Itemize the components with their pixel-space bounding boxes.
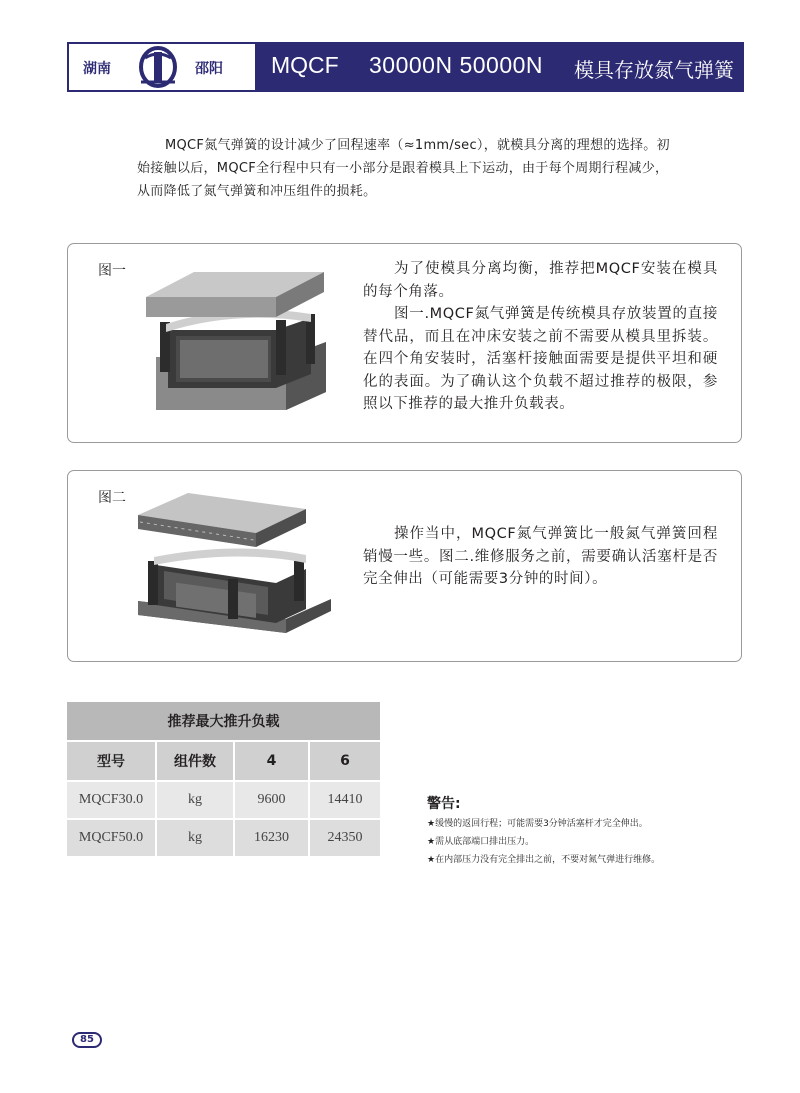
- table-cell: MQCF50.0: [67, 818, 157, 856]
- logo-text-right: 邵阳: [195, 61, 223, 77]
- warning-item: ★缓慢的返回行程；可能需要3分钟活塞杆才完全伸出。: [427, 819, 648, 829]
- table-header-cell: 组件数: [157, 740, 235, 780]
- warning-item: ★在内部压力没有完全排出之前，不要对氮气弹进行维修。: [427, 855, 661, 865]
- warning-title: 警告:: [427, 796, 461, 812]
- figure-2-text: [363, 523, 718, 591]
- figure-1-paragraph: 图一.MQCF氮气弹簧是传统模具存放装置的直接替代品，而且在冲床安装之前不需要从模具里拆装。在四个角安装时，活塞杆接触面需要是提供平坦和硬化的表面。为了确认这个负载不超过推荐的极限，参照以下推荐的最大推升负载表。: [363, 306, 718, 412]
- table-header-row: [67, 740, 380, 780]
- header-force: 30000N 50000N: [369, 52, 544, 78]
- figure-1-paragraph: 为了使模具分离均衡，推荐把MQCF安装在模具的每个角落。: [363, 261, 718, 300]
- table-cell: kg: [157, 780, 235, 818]
- warning-item: ★需从底部端口排出压力。: [427, 837, 535, 847]
- table-cell: 16230: [235, 818, 310, 856]
- table-header-cell: 6: [310, 740, 380, 780]
- figure-1-label: 图一: [98, 263, 126, 279]
- die-set-illustration-1: [146, 262, 331, 422]
- table-cell: kg: [157, 818, 235, 856]
- table-cell: 24350: [310, 818, 380, 856]
- table-row: [67, 818, 380, 856]
- figure-2-paragraph: 操作当中，MQCF氮气弹簧比一般氮气弹簧回程销慢一些。图二.维修服务之前，需要确认活塞杆是否完全伸出（可能需要3分钟的时间）。: [363, 526, 718, 587]
- warning-list: [427, 815, 660, 869]
- figure-2-label: 图二: [98, 490, 126, 506]
- header-title: 模具存放氮气弹簧: [574, 58, 734, 82]
- figure-2-panel: [67, 470, 742, 662]
- table-header-cell: 型号: [67, 740, 157, 780]
- page-number: 85: [72, 1032, 102, 1048]
- figure-1-panel: [67, 243, 742, 443]
- die-set-illustration-2: [136, 491, 336, 646]
- logo-box: [69, 44, 255, 90]
- max-lift-load-table: [67, 702, 380, 856]
- table-cell: 14410: [310, 780, 380, 818]
- table-cell: 9600: [235, 780, 310, 818]
- figure-1-text: [363, 258, 718, 416]
- table-cell: MQCF30.0: [67, 780, 157, 818]
- table-header-cell: 4: [235, 740, 310, 780]
- intro-paragraph: MQCF氮气弹簧的设计减少了回程速率（≈1mm/sec），就模具分离的理想的选择。初始接触以后，MQCF全行程中只有一小部分是跟着模具上下运动，由于每个周期行程减少，从而降低了氮气弹簧和冲压组件的损耗。: [137, 138, 670, 199]
- table-row: [67, 780, 380, 818]
- company-logo-icon: [129, 46, 187, 88]
- table-title: 推荐最大推升负载: [67, 702, 380, 740]
- page-header: [67, 42, 744, 92]
- header-model: MQCF: [271, 52, 339, 78]
- logo-text-left: 湖南: [83, 61, 111, 77]
